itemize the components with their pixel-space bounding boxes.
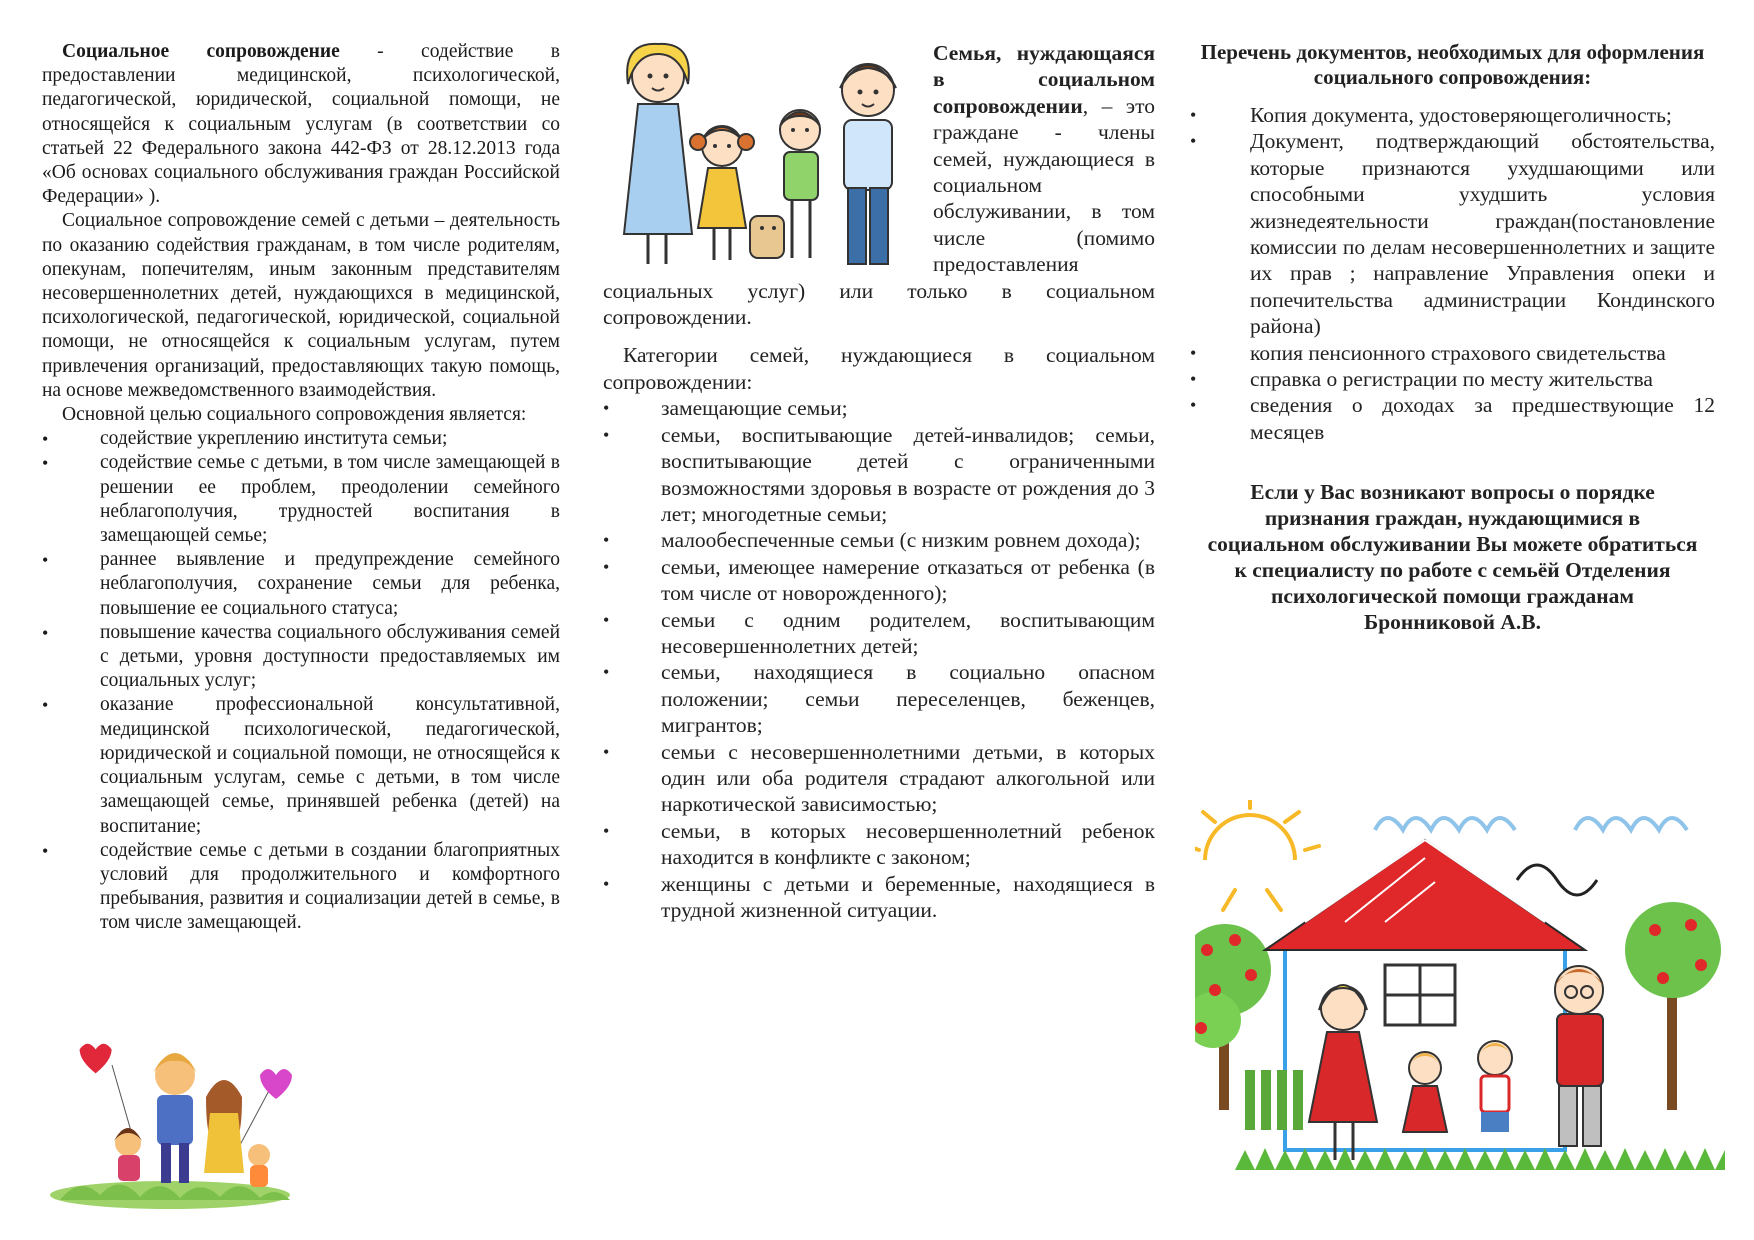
family-definition-term: Семья, нуждающаяся в социальном сопровождении [933, 41, 1155, 118]
list-item: • семьи, в которых несовершеннолетний ребенок находится в конфликте с законом; [603, 818, 1155, 871]
family-with-balloons-illustration [40, 1035, 302, 1210]
list-item: • семьи, находящиеся в социально опасном положении; семьи переселенцев, беженцев, мигрантов; [603, 659, 1155, 738]
definition-text: - содействие в предоставлении медицинской, психологической, педагогической, юридической, социальной помощи, не относящейся к социальным услугам (в соответствии со статьей 22 Федерального закона 442-ФЗ от 28.12.2013 года «Об основах социального обслуживания граждан Российской Федерации» ). [42, 41, 560, 208]
column-left [42, 40, 560, 936]
list-item: • содействие семье с детьми, в том числе замещающей в решении ее проблем, преодолении семейного неблагополучия, трудностей воспитания в замещающей семье; [42, 451, 560, 548]
list-item: • оказание профессиональной консультативной, медицинской психологической, педагогической, юридической и социальной помощи, не относящейся к социальным услугам, семье с детьми, в том числе замещающей семье, принявшей ребенка (детей) на воспитание; [42, 693, 560, 838]
documents-heading: Перечень документов, необходимых для оформления социального сопровождения: [1200, 40, 1705, 89]
family-support-paragraph: Социальное сопровождение семей с детьми – деятельность по оказанию содействия гражданам, в том числе родителям, опекунам, попечителям, иным законным представителям несовершеннолетних детей, нуждающихся в медицинской, психологической, педагогической, юридической, социальной помощи, не относящейся к социальным услугам, путем привлечения организаций, предоставляющих такую помощь, на основе межведомственного взаимодействия. [42, 210, 560, 401]
categories-intro: Категории семей, нуждающиеся в социальном сопровождении: [603, 343, 1155, 394]
definition-paragraph [42, 40, 560, 209]
list-item: • семьи, имеющее намерение отказаться от ребенка (в том числе от новорожденного); [603, 554, 1155, 607]
list-item: • копия пенсионного страхового свидетельства [1190, 340, 1715, 366]
list-item: • сведения о доходах за предшествующие 12 месяцев [1190, 392, 1715, 445]
list-item: • справка о регистрации по месту жительства [1190, 366, 1715, 392]
family-definition-text: , – это граждане - члены семей, нуждающиеся в социальном обслуживании, в том числе (помимо предоставления социальных услуг) или только в социальном сопровождении. [603, 93, 1155, 330]
family-definition [603, 40, 1155, 330]
list-item: • содействие укреплению института семьи; [42, 427, 560, 451]
list-item: • женщины с детьми и беременные, находящиеся в трудной жизненной ситуации. [603, 871, 1155, 924]
list-item: • семьи, воспитывающие детей-инвалидов; семьи, воспитывающие детей с ограниченными возможностями здоровья в возрасте от рождения до 3 лет; многодетные семьи; [603, 422, 1155, 528]
documents-list [1190, 102, 1715, 445]
list-item: • Документ, подтверждающий обстоятельства, которые признаются ухудшающими или способными ухудшить условия жизнедеятельности граждан(постановление комиссии по делам несовершеннолетних и защите их прав ; направление Управления опеки и попечительства администрации Кондинского района) [1190, 128, 1715, 339]
list-item: • содействие семье с детьми в создании благоприятных условий для продолжительного и комфортного пребывания, развития и социализации детей в семье, в том числе замещающей. [42, 839, 560, 936]
list-item: • малообеспеченные семьи (с низким ровнем дохода); [603, 527, 1155, 553]
list-item: • раннее выявление и предупреждение семейного неблагополучия, сохранение семьи для ребенка, повышение ее социального статуса; [42, 548, 560, 621]
list-item: • повышение качества социального обслуживания семей с детьми, уровня доступности предоставляемых им социальных услуг; [42, 621, 560, 694]
list-item: • семьи с несовершеннолетними детьми, в которых один или оба родителя страдают алкогольной или наркотической зависимостью; [603, 739, 1155, 818]
column-middle [603, 40, 1155, 923]
goals-list [42, 427, 560, 935]
contact-callout: Если у Вас возникают вопросы о порядке признания граждан, нуждающимися в социальном обслуживании Вы можете обратиться к специалисту по работе с семьёй Отделения психологической помощи гражданам Бронниковой А.В. [1207, 480, 1698, 635]
house-family-illustration [1195, 800, 1725, 1210]
list-item: • замещающие семьи; [603, 395, 1155, 421]
column-right [1190, 40, 1715, 635]
list-item: • Копия документа, удостоверяющеголичность; [1190, 102, 1715, 128]
goal-intro: Основной целью социального сопровождения является: [62, 404, 527, 426]
categories-list [603, 395, 1155, 923]
definition-term: Социальное сопровождение [62, 41, 340, 62]
list-item: • семьи с одним родителем, воспитывающим несовершеннолетних детей; [603, 607, 1155, 660]
